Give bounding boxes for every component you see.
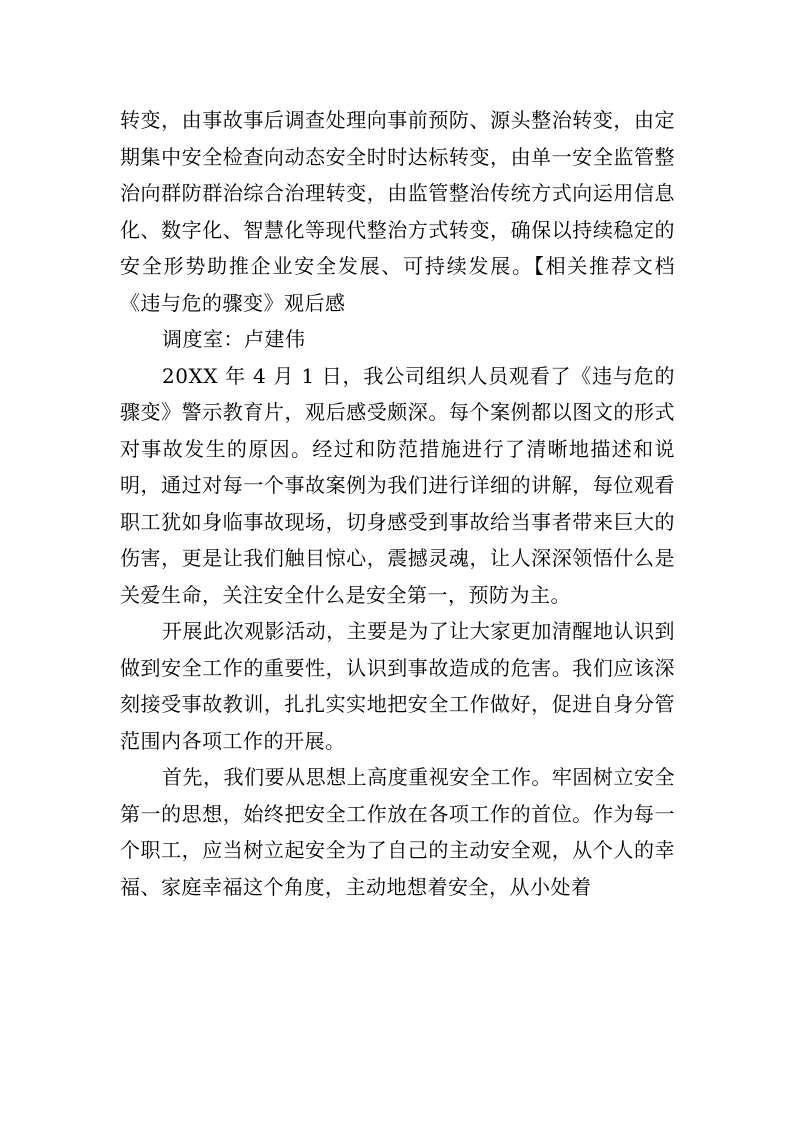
paragraph-author: 调度室：卢建伟 bbox=[162, 327, 306, 351]
paragraph-first-point: 首先，我们要从思想上高度重视安全工作。牢固树立安全第一的思想，始终把安全工作放在各项工作的首位。作为每一个职工，应当树立起安全为了自己的主动安全观，从个人的幸福、家庭幸福这个角度，主动地想着安全，从小处着 bbox=[120, 765, 675, 899]
paragraph-transition: 转变，由事故事后调查处理向事前预防、源头整治转变，由定期集中安全检查向动态安全时时达标转变，由单一安全监管整治向群防群治综合治理转变，由监管整治传统方式向运用信息化、数字化、智慧化等现代整治方式转变，确保以持续稳定的安全形势助推企业安全发展、可持续发展。【相关推荐文档《违与危的骤变》观后感 bbox=[120, 108, 675, 315]
paragraph-screening: 20XX 年 4 月 1 日，我公司组织人员观看了《违与危的骤变》警示教育片，观后感受颇深。每个案例都以图文的形式对事故发生的原因。经过和防范措施进行了清晰地描述和说明，通过对每一个事故案例为我们进行详细的讲解，每位观看职工犹如身临事故现场，切身感受到事故给当事者带来巨大的伤害，更是让我们触目惊心，震撼灵魂，让人深深领悟什么是关爱生命，关注安全什么是安全第一，预防为主。 bbox=[120, 363, 675, 607]
document-body bbox=[120, 102, 675, 905]
paragraph-purpose: 开展此次观影活动，主要是为了让大家更加清醒地认识到做到安全工作的重要性，认识到事故造成的危害。我们应该深刻接受事故教训，扎扎实实地把安全工作做好，促进自身分管范围内各项工作的开展。 bbox=[120, 619, 675, 753]
